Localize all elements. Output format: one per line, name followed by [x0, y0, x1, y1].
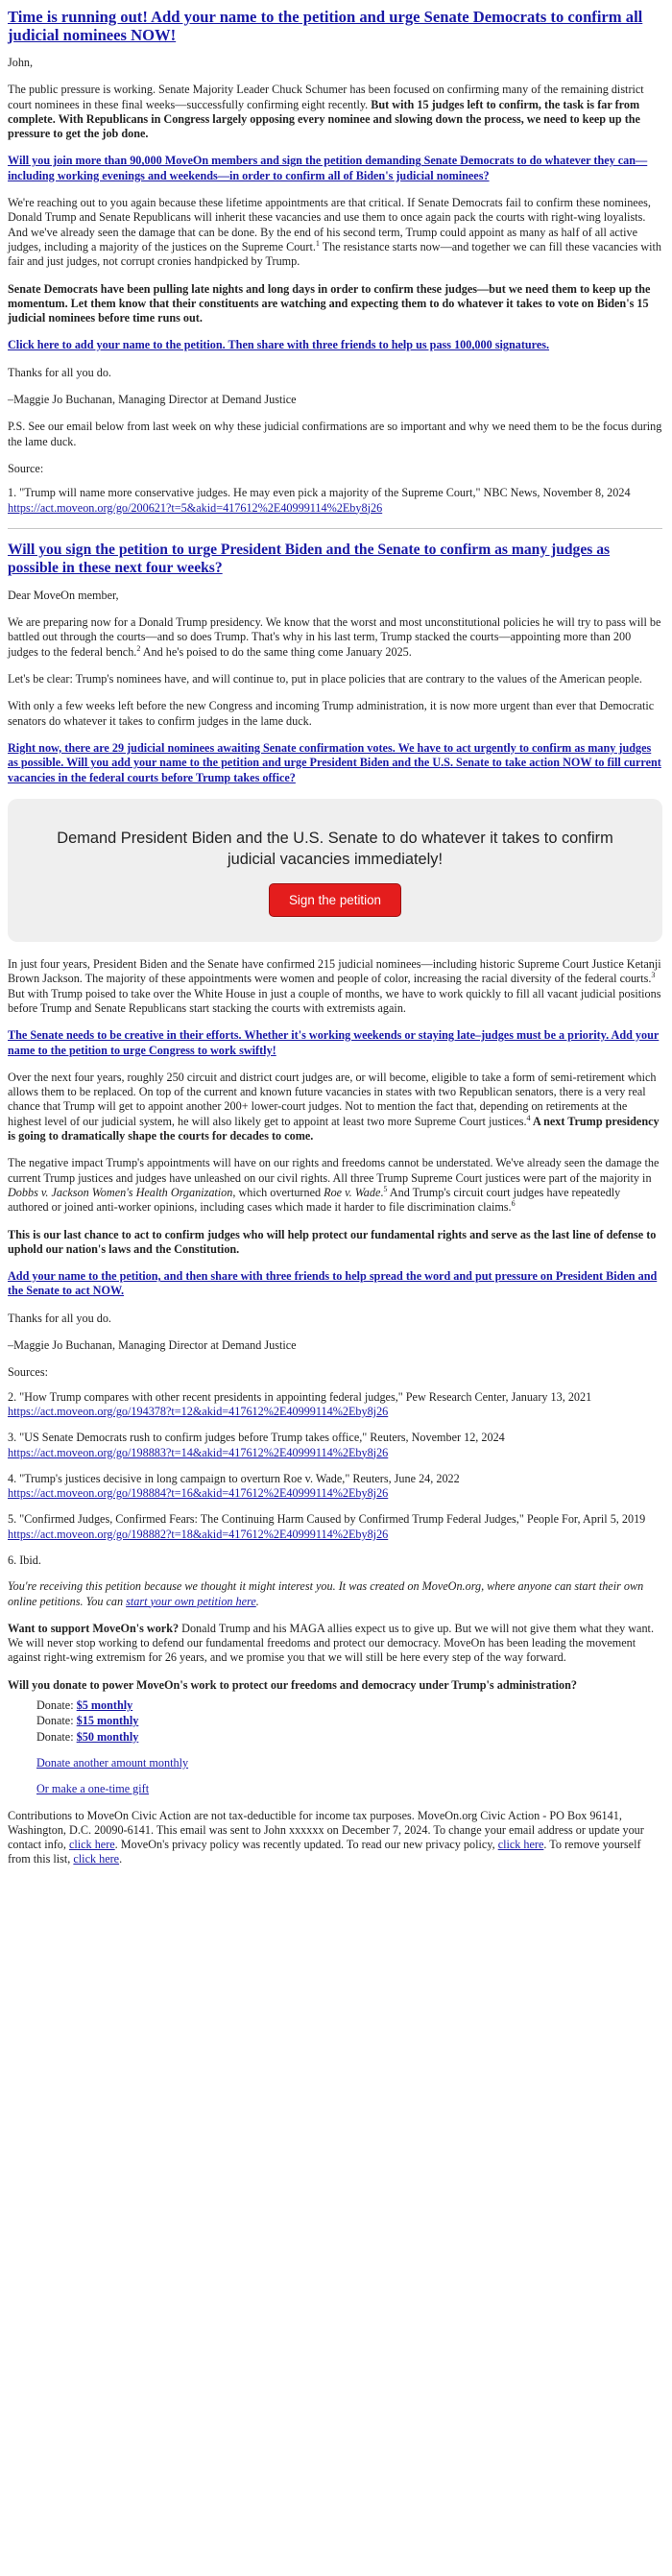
- footer-text: . To remove yourself from this list,: [8, 1838, 641, 1866]
- start-petition-link[interactable]: start your own petition here: [126, 1594, 256, 1608]
- reason-text: We're reaching out to you again because these lifetime appointments are that critical. If Senate Democrats fail to confirm these nominees, Donald Trump and Senate Republicans will inherit these vacancies and use them to once again pack the courts with right-wing loyalists. And we've already seen the damage that can be done. By the end of his second term, Trump could appoint as many as half of all active judges, including a majority of the justices on the Supreme Court.: [8, 196, 651, 253]
- preparing-text: We are preparing now for a Donald Trump presidency. We know that the worst and most unconstitutional policies he will try to pass will be battled out through the courts—and so does Trump. That's why in his last term, Trump stacked the courts—appointing more than 200 judges to the federal bench.: [8, 615, 661, 659]
- donate-prefix: Donate:: [36, 1698, 77, 1713]
- signature-2: –Maggie Jo Buchanan, Managing Director at Demand Justice: [8, 1338, 297, 1353]
- privacy-policy-link[interactable]: click here: [497, 1838, 544, 1852]
- next-four-years-text: Over the next four years, roughly 250 circuit and district court judges are, or will become, eligible to take a form of semi-retirement which allows them to be replaced. On top of the current and known future vacancies in states with two Republican senators, there is a very real chance that Trump will get to appoint another 200+ lower-court judges. Not to mention the fact that, depending on retirements at the highest level of our judicial system, he will also likely get to appoint at least two more Supreme Court justices.: [8, 1070, 657, 1128]
- urgency-paragraph: With only a few weeks left before the new Congress and incoming Trump administration, it is now more urgent than ever that Democratic senators do whatever it takes to confirm judges in the lame duck.: [8, 699, 655, 728]
- source-item: [8, 486, 662, 516]
- footnote-ref: 6: [511, 1199, 516, 1209]
- reason-text-end: The resistance starts now—and together we can fill these vacancies with fair and just judges, not corrupt cronies handpicked by Trump.: [8, 239, 662, 269]
- intro-bold-text: But with 15 judges left to confirm, the task is far from complete. With Republicans in Congress largely opposing every nominee and slowing down the process, we need to keep up the pressure to get the job done.: [8, 97, 640, 141]
- thanks-text-2: Thanks for all you do.: [8, 1311, 111, 1325]
- impact-text: , which overturned: [232, 1185, 324, 1199]
- section-divider: [8, 528, 662, 529]
- case-name-dobbs: Dobbs v. Jackson Women's Health Organization: [8, 1185, 233, 1199]
- source-link[interactable]: https://act.moveon.org/go/194378?t=12&akid=417612%2E40999114%2Eby8j26: [8, 1404, 389, 1418]
- footnote-ref: 1: [315, 238, 320, 248]
- legal-footer: [8, 1809, 662, 1867]
- update-contact-link[interactable]: click here: [68, 1838, 115, 1852]
- source-link[interactable]: https://act.moveon.org/go/198882?t=18&akid=417612%2E40999114%2Eby8j26: [8, 1527, 389, 1541]
- postscript: P.S. See our email below from last week on why these judicial confirmations are so important and why we need them to be the focus during the lame duck.: [8, 420, 662, 448]
- next-four-years-paragraph: [8, 1071, 662, 1144]
- source-link[interactable]: https://act.moveon.org/go/198884?t=16&akid=417612%2E40999114%2Eby8j26: [8, 1486, 389, 1501]
- one-time-gift-link[interactable]: Or make a one-time gift: [36, 1782, 150, 1796]
- petition-link-2[interactable]: Click here to add your name to the petition. Then share with three friends to help us pass 100,000 signatures.: [8, 338, 550, 352]
- biden-record-text: In just four years, President Biden and the Senate have confirmed 215 judicial nominees—including historic Supreme Court Justice Ketanji Brown Jackson. The majority of these appointments were women and people of color, increasing the racial diversity of the federal courts.: [8, 957, 661, 986]
- support-text: Donald Trump and his MAGA allies expect us to give up. But we will not give them what they want. We will never stop working to defend our fundamental freedoms and protect our democracy. MoveOn has been leading the movement against right-wing extremism for 26 years, and we promise you that we will still be here every step of the way forward.: [8, 1621, 654, 1665]
- source-text: 4. "Trump's justices decisive in long campaign to overturn Roe v. Wade," Reuters, June 24, 2022: [8, 1471, 460, 1485]
- source-link[interactable]: https://act.moveon.org/go/198883?t=14&akid=417612%2E40999114%2Eby8j26: [8, 1445, 389, 1459]
- impact-text: And Trump's circuit court judges have repeatedly authored or joined anti-worker opinions, including cases which made it harder to file discrimination claims.: [8, 1185, 621, 1215]
- impact-paragraph: [8, 1156, 662, 1215]
- unsubscribe-link[interactable]: click here: [73, 1852, 120, 1866]
- section-headline-link[interactable]: Will you sign the petition to urge President Biden and the Senate to confirm as many judges as possible in these next four weeks?: [8, 541, 611, 576]
- petition-callout-box: [8, 799, 662, 942]
- source-item: [8, 1472, 662, 1502]
- signature: –Maggie Jo Buchanan, Managing Director at Demand Justice: [8, 393, 297, 407]
- source-text: 3. "US Senate Democrats rush to confirm judges before Trump takes office," Reuters, November 12, 2024: [8, 1431, 505, 1445]
- biden-record-text-end: But with Trump poised to take over the White House in just a couple of months, we have to work quickly to fill all vacant judicial positions before Trump and Senate Republicans start stacking the courts with extremists again.: [8, 986, 661, 1015]
- source-text: 1. "Trump will name more conservative judges. He may even pick a majority of the Supreme Court," NBC News, November 8, 2024: [8, 486, 631, 500]
- preparing-text-end: And he's poised to do the same thing come January 2025.: [140, 644, 412, 659]
- source-text: 5. "Confirmed Judges, Confirmed Fears: The Continuing Harm Caused by Confirmed Trump Federal Judges," People For, April 5, 2019: [8, 1512, 646, 1527]
- petition-link-3[interactable]: Right now, there are 29 judicial nominees awaiting Senate confirmation votes. We have to act urgently to confirm as many judges as possible. Will you add your name to the petition and urge President Biden and the U.S. Senate to take action NOW to fill current vacancies in the federal courts before Trump takes office?: [8, 740, 661, 784]
- preparing-paragraph: [8, 615, 662, 660]
- case-name-roe: Roe v. Wade: [324, 1185, 381, 1199]
- disclaimer-text: You're receiving this petition because we thought it might interest you. It was created on MoveOn.org, where anyone can start their own online petitions. You can: [8, 1579, 644, 1608]
- support-paragraph: [8, 1622, 662, 1666]
- callout-text: Demand President Biden and the U.S. Senate to do whatever it takes to confirm judicial vacancies immediately!: [57, 829, 613, 868]
- donate-15-monthly-link[interactable]: $15 monthly: [76, 1714, 139, 1728]
- donate-prefix: Donate:: [36, 1714, 77, 1728]
- donate-option: [36, 1714, 662, 1728]
- donate-prefix: Donate:: [36, 1729, 77, 1744]
- donate-options: [8, 1698, 662, 1796]
- greeting: John,: [8, 56, 34, 69]
- source-item: 6. Ibid.: [8, 1553, 41, 1567]
- donate-option: [36, 1730, 662, 1745]
- footer-text: Contributions to MoveOn Civic Action are not tax-deductible for income tax purposes. MoveOn.org Civic Action - PO Box 96141, Washington, D.C. 20090-6141. This email was sent to John xxxxxx on December 7, 2024. To change your email address or update your contact info,: [8, 1808, 644, 1852]
- next-four-years-bold: A next Trump presidency is going to dramatically shape the courts for decades to come.: [8, 1114, 660, 1144]
- momentum-paragraph: Senate Democrats have been pulling late nights and long days in order to confirm these judges—but we need them to keep up the momentum. Let them know that their constituents are watching and expecting them to do whatever it takes to vote on Biden's 15 judicial nominees before time runs out.: [8, 281, 651, 325]
- biden-record-paragraph: [8, 957, 662, 1016]
- footer-text: . MoveOn's privacy policy was recently updated. To read our new privacy policy,: [114, 1838, 498, 1852]
- footnote-ref: 3: [651, 971, 656, 980]
- last-chance-paragraph: This is our last chance to act to confirm judges who will help protect our fundamental rights and serve as the last line of defense to uphold our nation's laws and the Constitution.: [8, 1227, 657, 1256]
- footnote-ref: 4: [526, 1113, 531, 1122]
- petition-link-5[interactable]: Add your name to the petition, and then share with three friends to help spread the word and put pressure on President Biden and the Senate to act NOW.: [8, 1269, 658, 1298]
- email-headline: [8, 8, 662, 44]
- donate-option: [36, 1698, 662, 1713]
- footnote-ref: 5: [383, 1184, 388, 1193]
- donate-option: [36, 1756, 662, 1770]
- donate-another-amount-link[interactable]: Donate another amount monthly: [36, 1755, 189, 1769]
- impact-text: The negative impact Trump's appointments will have on our rights and freedoms cannot be understated. We've already seen the damage the current Trump justices and judges have unleashed on our civil rights. All three Trump Supreme Court justices were part of the majority in: [8, 1156, 660, 1185]
- sources-list: [8, 1390, 662, 1569]
- donate-5-monthly-link[interactable]: $5 monthly: [76, 1698, 133, 1713]
- thanks-text: Thanks for all you do.: [8, 365, 111, 379]
- source-text: 2. "How Trump compares with other recent presidents in appointing federal judges," Pew Research Center, January 13, 2021: [8, 1389, 592, 1404]
- donate-question: Will you donate to power MoveOn's work to protect our freedoms and democracy under Trump's administration?: [8, 1677, 578, 1692]
- donate-50-monthly-link[interactable]: $50 monthly: [76, 1729, 139, 1744]
- footnote-ref: 2: [136, 643, 141, 653]
- greeting-2: Dear MoveOn member,: [8, 588, 119, 602]
- section-headline: [8, 541, 662, 577]
- sign-petition-button[interactable]: Sign the petition: [269, 883, 401, 917]
- petition-link-4[interactable]: The Senate needs to be creative in their efforts. Whether it's working weekends or staying late–judges must be a priority. Add your name to the petition to urge Congress to work swiftly!: [8, 1028, 660, 1057]
- impact-text: .: [380, 1185, 384, 1199]
- footer-text: .: [119, 1852, 123, 1866]
- reason-paragraph: [8, 196, 662, 269]
- source-item: [8, 1390, 662, 1420]
- intro-paragraph: [8, 83, 662, 141]
- source-link[interactable]: https://act.moveon.org/go/200621?t=5&akid=417612%2E40999114%2Eby8j26: [8, 500, 383, 515]
- petition-disclaimer: [8, 1579, 662, 1609]
- petition-link-1[interactable]: Will you join more than 90,000 MoveOn members and sign the petition demanding Senate Democrats to do whatever they can—including working evenings and weekends—in order to confirm all of Biden's judicial nominees?: [8, 154, 648, 182]
- disclaimer-text-end: .: [255, 1594, 259, 1608]
- source-item: [8, 1431, 662, 1460]
- intro-text: The public pressure is working. Senate Majority Leader Chuck Schumer has been focused on confirming many of the remaining district court nominees in these final weeks—successfully confirming eight recently.: [8, 83, 644, 111]
- sources-label: Sources:: [8, 1365, 48, 1380]
- support-bold: Want to support MoveOn's work?: [8, 1621, 180, 1635]
- donate-option: [36, 1782, 662, 1796]
- source-label: Source:: [8, 461, 44, 475]
- values-paragraph: Let's be clear: Trump's nominees have, and will continue to, put in place policies that are contrary to the values of the American people.: [8, 672, 642, 686]
- headline-link[interactable]: Time is running out! Add your name to the petition and urge Senate Democrats to confirm all judicial nominees NOW!: [8, 8, 643, 44]
- source-item: [8, 1512, 662, 1542]
